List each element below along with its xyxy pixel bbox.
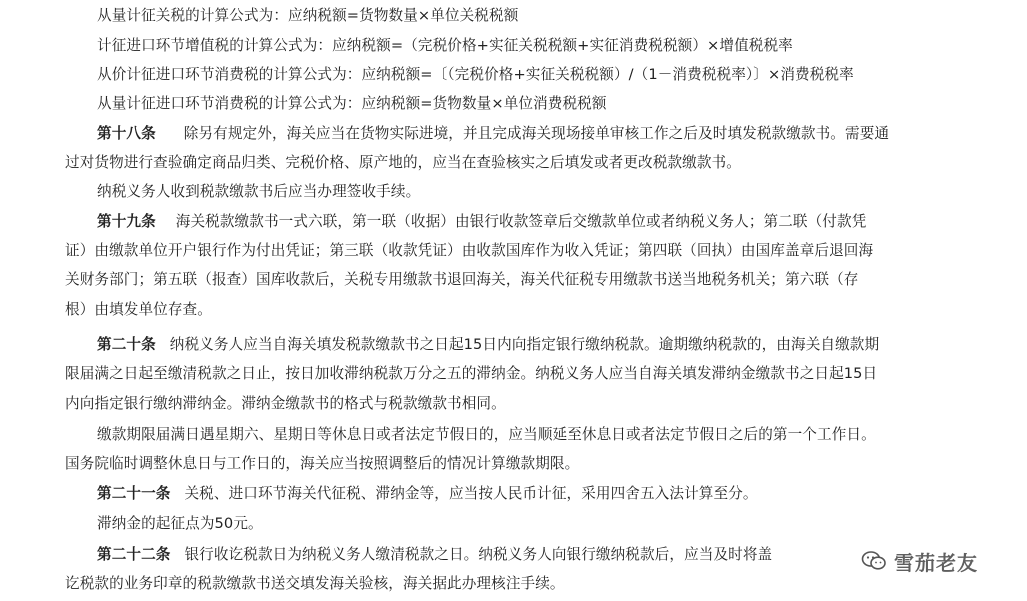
article-text: 讫税款的业务印章的税款缴款书送交填发海关验核，海关据此办理核注手续。 — [65, 575, 565, 592]
article-22-line — [97, 545, 772, 565]
article-text: 限届满之日起至缴清税款之日止，按日加收滞纳税款万分之五的滞纳金。纳税义务人应当自海关填发滞纳金缴款书之日起15日 — [65, 365, 878, 382]
formula-line: 从价计征进口环节消费税的计算公式为：应纳税额=〔（完税价格+实征关税税额）/（1－消费税税率）〕×消费税税率 — [97, 66, 854, 83]
article-19-line — [97, 212, 866, 232]
watermark-text: 雪茄老友 — [894, 550, 978, 575]
article-text: 纳税义务人收到税款缴款书后应当办理签收手续。 — [97, 183, 421, 200]
watermark — [860, 541, 1010, 581]
article-18-title: 第十八条 — [97, 125, 156, 142]
article-21-line — [97, 484, 758, 504]
article-text: 纳税义务人应当自海关填发税款缴款书之日起15日内向指定银行缴纳税款。逾期缴纳税款的，由海关自缴款期 — [169, 336, 880, 353]
article-19-title: 第十九条 — [97, 213, 156, 230]
article-18-line — [97, 124, 889, 144]
article-text: 关税、进口环节海关代征税、滞纳金等，应当按人民币计征，采用四舍五入法计算至分。 — [184, 485, 758, 502]
article-text: 银行收讫税款日为纳税义务人缴清税款之日。纳税义务人向银行缴纳税款后，应当及时将盖 — [184, 546, 773, 563]
article-text: 缴款期限届满日遇星期六、星期日等休息日或者法定节假日的，应当顺延至休息日或者法定节假日之后的第一个工作日。 — [97, 426, 876, 443]
article-text: 过对货物进行查验确定商品归类、完税价格、原产地的，应当在查验核实之后填发或者更改税款缴款书。 — [65, 154, 741, 171]
article-20-title: 第二十条 — [97, 336, 156, 353]
article-text: 根）由填发单位存查。 — [65, 301, 212, 318]
article-text: 内向指定银行缴纳滞纳金。滞纳金缴款书的格式与税款缴款书相同。 — [65, 395, 506, 412]
article-text: 证）由缴款单位开户银行作为付出凭证；第三联（收款凭证）由收款国库作为收入凭证；第四联（回执）由国库盖章后退回海 — [65, 242, 874, 259]
article-text: 除另有规定外，海关应当在货物实际进境，并且完成海关现场接单审核工作之后及时填发税款缴款书。需要通 — [183, 125, 890, 142]
article-21-title: 第二十一条 — [97, 485, 171, 502]
article-text: 国务院临时调整休息日与工作日的，海关应当按照调整后的情况计算缴款期限。 — [65, 455, 580, 472]
article-text: 关财务部门；第五联（报查）国库收款后，关税专用缴款书退回海关，海关代征税专用缴款书送当地税务机关；第六联（存 — [65, 271, 859, 288]
wechat-icon — [860, 547, 888, 575]
formula-line: 从量计征关税的计算公式为：应纳税额=货物数量×单位关税税额 — [97, 7, 519, 24]
article-22-title: 第二十二条 — [97, 546, 171, 563]
formula-line: 从量计征进口环节消费税的计算公式为：应纳税额=货物数量×单位消费税税额 — [97, 95, 607, 112]
article-20-line — [97, 335, 879, 355]
formula-line: 计征进口环节增值税的计算公式为：应纳税额=（完税价格+实征关税税额+实征消费税税额）×增值税税率 — [97, 37, 793, 54]
article-text: 海关税款缴款书一式六联，第一联（收据）由银行收款签章后交缴款单位或者纳税义务人；第二联（付款凭 — [175, 213, 867, 230]
article-text: 滞纳金的起征点为50元。 — [97, 515, 263, 532]
